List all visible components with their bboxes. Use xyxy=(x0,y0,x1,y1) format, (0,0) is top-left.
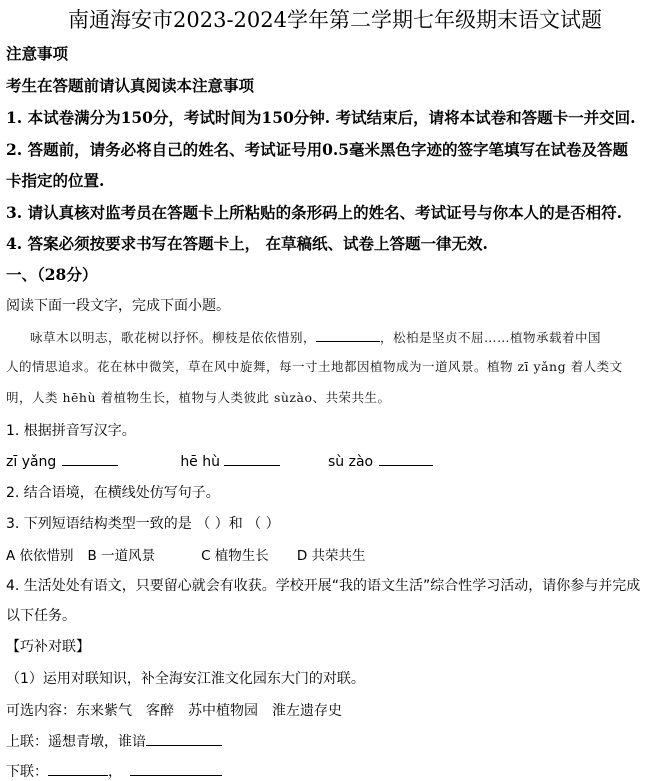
pinyin-1-blank[interactable] xyxy=(62,451,118,466)
pinyin-2: hē hù xyxy=(180,454,220,470)
sub-question-1: （1）运用对联知识，补全海安江淮文化园东大门的对联。 xyxy=(6,671,365,687)
question-4-cont: 以下任务。 xyxy=(6,608,76,624)
pinyin-row xyxy=(6,451,433,470)
notice-item-4: 4. 答案必须按要求书写在答题卡上， 在草稿纸、试卷上答题一律无效. xyxy=(6,234,488,253)
passage-line-3: 明，人类 hēhù 着植物生长，植物与人类彼此 sùzào、共荣共生。 xyxy=(6,390,391,405)
pinyin-3-blank[interactable] xyxy=(379,451,433,466)
option-4: 淮左遗存史 xyxy=(272,703,342,719)
imitation-blank[interactable] xyxy=(316,327,380,342)
question-4: 4. 生活处处有语文，只要留心就会有收获。学校开展“我的语文生活”综合性学习活动，请你参与并完成 xyxy=(6,578,641,594)
option-1: 东来紫气 xyxy=(76,703,132,719)
notice-heading: 注意事项 xyxy=(6,44,69,63)
question-3-options xyxy=(6,544,366,564)
pinyin-2-blank[interactable] xyxy=(224,451,280,466)
question-3: 3. 下列短语结构类型一致的是 （ ）和 （ ） xyxy=(6,516,280,532)
notice-item-2: 2. 答题前，请务必将自己的姓名、考试证号用0.5毫米黑色字迹的签字笔填写在试卷及答题 xyxy=(6,140,629,159)
passage-line-2: 人的情思追求。花在林中微笑，草在风中旋舞，每一寸土地都因植物成为一道风景。植物 zī yǎng 着人类文 xyxy=(6,359,623,374)
page-title: 南通海安市2023-2024学年第二学期七年级期末语文试题 xyxy=(68,8,602,32)
option-b: B 一道风景 xyxy=(87,548,156,564)
option-c: C 植物生长 xyxy=(201,548,269,564)
notice-item-2-cont: 卡指定的位置. xyxy=(6,171,105,190)
lower-couplet-label: 下联： xyxy=(6,764,48,780)
option-2: 客醉 xyxy=(146,703,174,719)
pinyin-3: sù zào xyxy=(328,454,374,470)
upper-couplet-text: 上联：遥想青墩，谁谙 xyxy=(6,734,146,750)
options-label: 可选内容： xyxy=(6,703,76,719)
upper-couplet xyxy=(6,731,222,751)
task-label: 【巧补对联】 xyxy=(6,639,90,655)
option-3: 苏中植物园 xyxy=(188,703,258,719)
passage-line-1 xyxy=(30,327,601,346)
lower-couplet-blank-2[interactable] xyxy=(130,761,222,776)
option-d: D 共荣共生 xyxy=(296,548,366,564)
pinyin-1: zī yǎng xyxy=(6,454,57,470)
section-heading: 一、（28分） xyxy=(6,265,98,284)
lower-couplet-blank-1[interactable] xyxy=(48,761,108,776)
option-a: A 依依惜别 xyxy=(6,548,74,564)
passage-line-1-part-b: ，松柏是坚贞不屈……植物承载着中国 xyxy=(380,330,602,345)
lower-couplet xyxy=(6,761,222,781)
question-2: 2. 结合语境，在横线处仿写句子。 xyxy=(6,485,220,501)
upper-couplet-blank[interactable] xyxy=(146,731,222,746)
options-row xyxy=(6,700,342,720)
passage-line-1-part-a: 咏草木以明志，歌花树以抒怀。柳枝是依依惜别， xyxy=(30,330,317,345)
question-1: 1. 根据拼音写汉字。 xyxy=(6,423,136,439)
notice-item-1: 1. 本试卷满分为150分，考试时间为150分钟. 考试结束后，请将本试卷和答题卡一并交回. xyxy=(6,108,636,127)
notice-item-3: 3. 请认真核对监考员在答题卡上所粘贴的条形码上的姓名、考试证号与你本人的是否相符. xyxy=(6,203,622,222)
notice-subheading: 考生在答题前请认真阅读本注意事项 xyxy=(6,76,255,95)
reading-instruction: 阅读下面一段文字，完成下面小题。 xyxy=(6,298,230,314)
lower-couplet-comma: ， xyxy=(108,764,122,780)
